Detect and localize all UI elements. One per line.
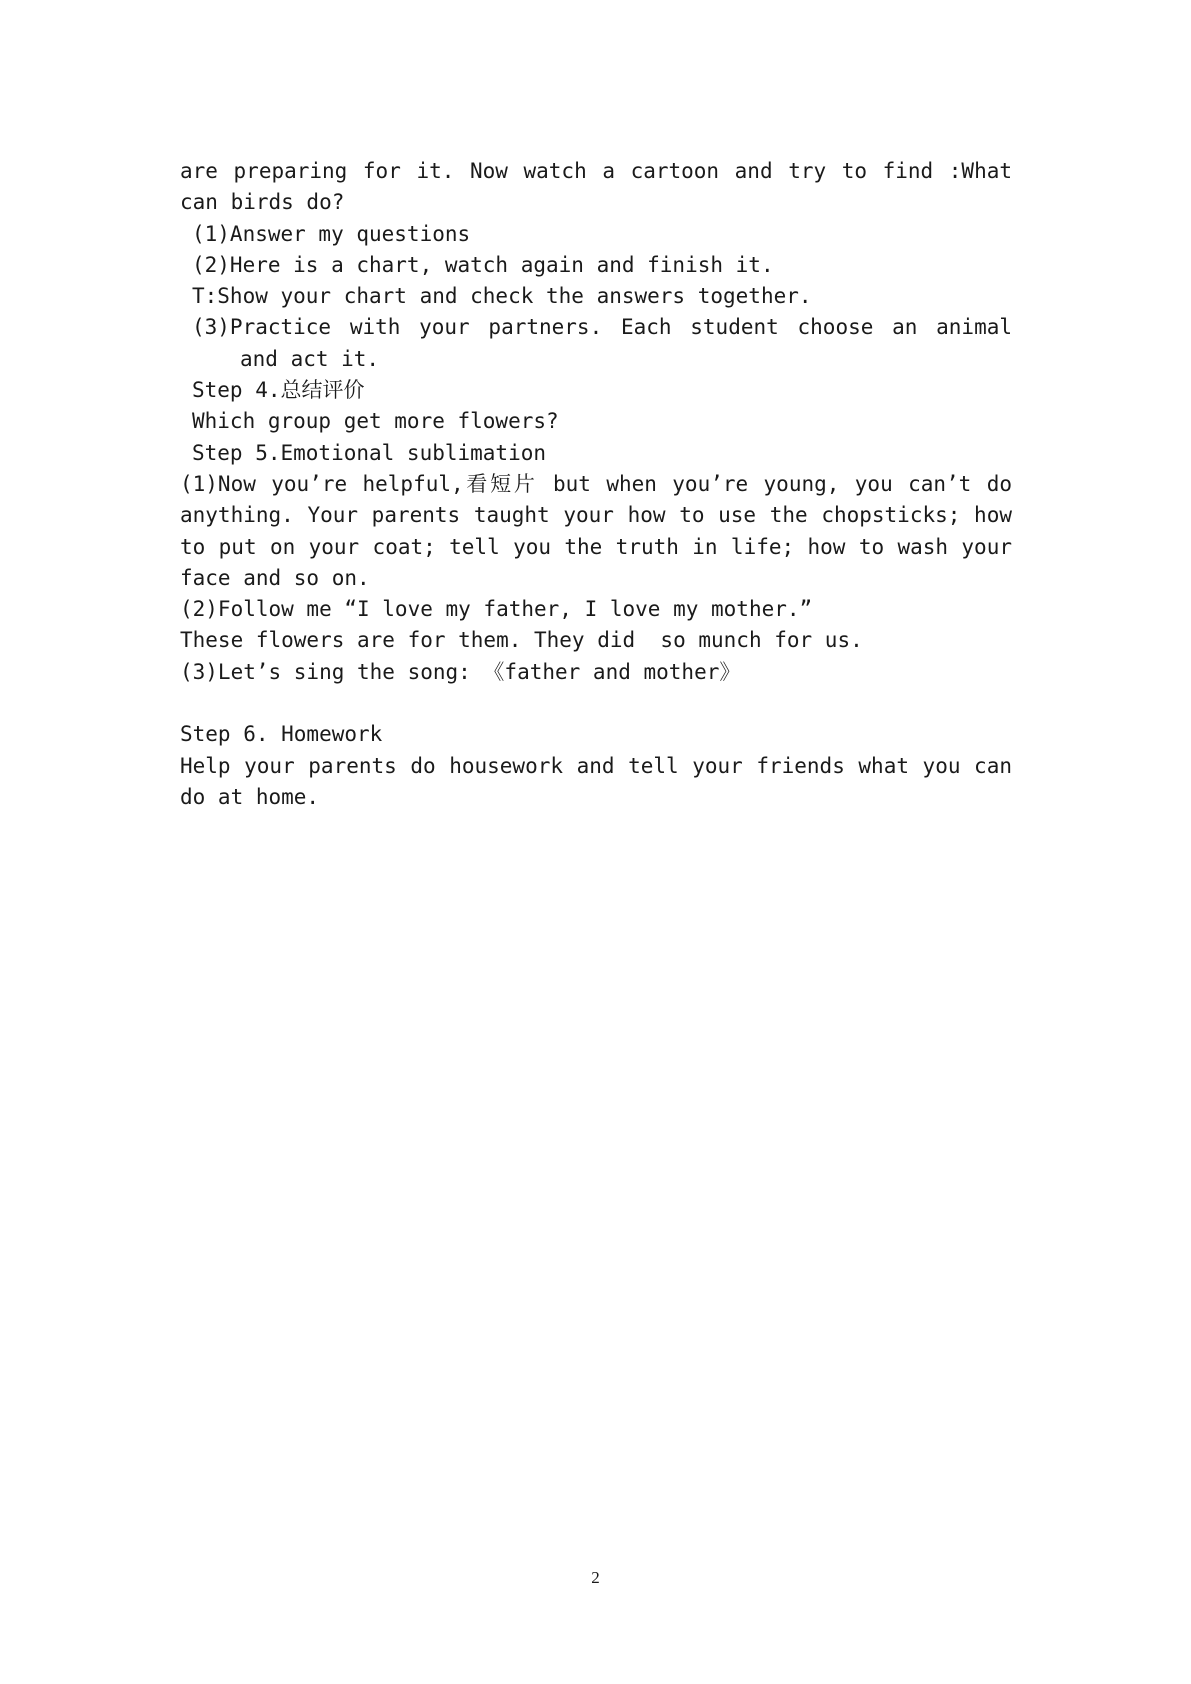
paragraph-chart: (2)Here is a chart, watch again and finish it. xyxy=(192,252,774,277)
document-body xyxy=(180,156,1012,813)
paragraph-song: (3)Let’s sing the song: 《father and mother》 xyxy=(180,659,741,684)
paragraph-helpful: (1)Now you’re helpful,看短片 but when you’re young, you can’t do anything. Your parents taught your how to use the chopsticks; how to put on your coat; tell you the truth in life; how to wash your face and so on. xyxy=(180,471,1012,590)
blank-line xyxy=(180,688,1012,719)
paragraph-follow-me: (2)Follow me “I love my father, I love my mother.” xyxy=(180,597,813,622)
paragraph-practice: (3)Practice with your partners. Each student choose an animal and act it. xyxy=(192,315,1012,371)
paragraph-homework: Help your parents do housework and tell your friends what you can do at home. xyxy=(180,753,1012,809)
page-number: 2 xyxy=(591,1568,600,1587)
paragraph-which-group: Which group get more flowers? xyxy=(192,409,559,434)
paragraph-show-chart: T:Show your chart and check the answers together. xyxy=(192,284,812,309)
paragraph-answer-questions: (1)Answer my questions xyxy=(192,221,471,246)
heading-step-6: Step 6. Homework xyxy=(180,722,383,747)
paragraph-flowers: These flowers are for them. They did so munch for us. xyxy=(180,628,863,653)
heading-step-5: Step 5.Emotional sublimation xyxy=(192,440,547,465)
paragraph-intro: are preparing for it. Now watch a cartoon and try to find :What can birds do? xyxy=(180,159,1012,215)
heading-step-4: Step 4.总结评价 xyxy=(192,378,365,403)
